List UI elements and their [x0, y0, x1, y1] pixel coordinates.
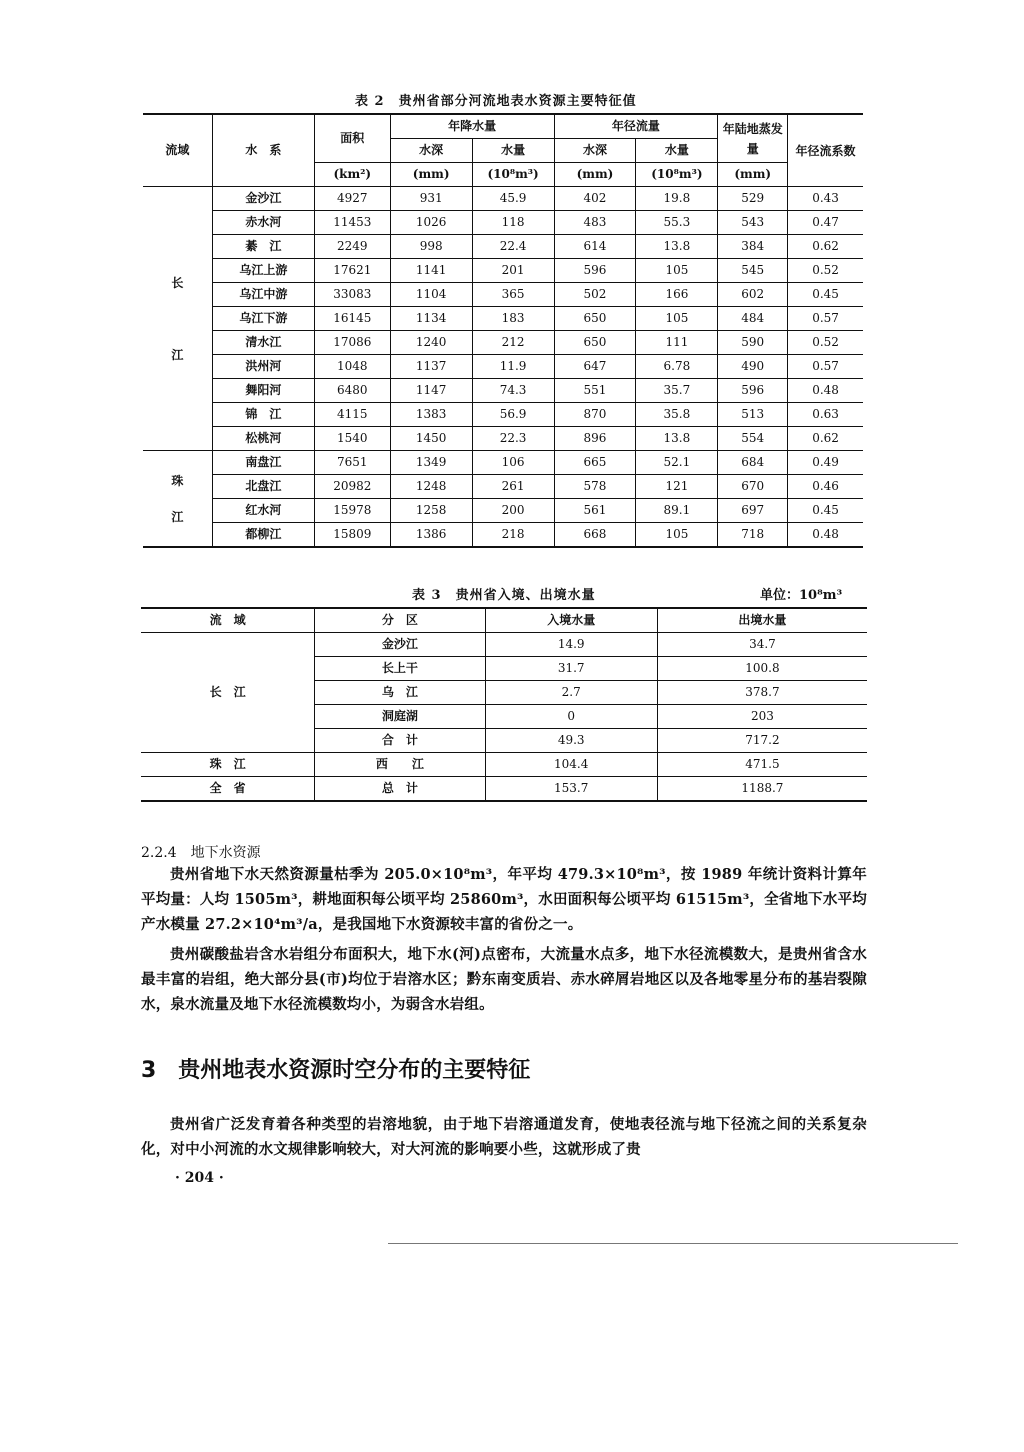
value-cell: 0.45 [788, 499, 863, 523]
value-cell: 105 [636, 259, 718, 283]
header-coef: 年径流系数 [788, 114, 863, 187]
value-cell: 183 [472, 307, 554, 331]
table-row [141, 633, 867, 657]
value-cell: 378.7 [657, 681, 867, 705]
table-row [141, 777, 867, 802]
value-cell: 0.63 [788, 403, 863, 427]
value-cell: 153.7 [485, 777, 657, 802]
river-name-cell: 乌江中游 [212, 283, 314, 307]
table3-unit: 单位：10⁸m³ [760, 588, 843, 603]
basin-cell: 长 江 [143, 187, 212, 451]
value-cell: 1188.7 [657, 777, 867, 802]
table3-caption: 表 3 贵州省入境、出境水量 [412, 588, 596, 603]
zone-cell: 合 计 [315, 729, 485, 753]
value-cell: 697 [718, 499, 788, 523]
value-cell: 4927 [314, 187, 390, 211]
value-cell: 384 [718, 235, 788, 259]
value-cell: 22.3 [472, 427, 554, 451]
basin-cell: 珠 江 [141, 753, 315, 777]
value-cell: 647 [554, 355, 636, 379]
river-name-cell: 金沙江 [212, 187, 314, 211]
value-cell: 0.52 [788, 331, 863, 355]
river-name-cell: 洪州河 [212, 355, 314, 379]
value-cell: 4115 [314, 403, 390, 427]
value-cell: 20982 [314, 475, 390, 499]
header-area-unit: (km²) [314, 163, 390, 187]
value-cell: 218 [472, 523, 554, 548]
value-cell: 45.9 [472, 187, 554, 211]
header-evap: 年陆地蒸发量 [718, 114, 788, 163]
value-cell: 1137 [390, 355, 472, 379]
value-cell: 1147 [390, 379, 472, 403]
value-cell: 0.48 [788, 379, 863, 403]
table3 [141, 607, 867, 802]
value-cell: 650 [554, 331, 636, 355]
zone-cell: 长上干 [315, 657, 485, 681]
value-cell: 105 [636, 307, 718, 331]
table-row [143, 427, 863, 451]
value-cell: 11.9 [472, 355, 554, 379]
value-cell: 1048 [314, 355, 390, 379]
value-cell: 490 [718, 355, 788, 379]
value-cell: 684 [718, 451, 788, 475]
t3-header-outflow: 出境水量 [657, 608, 867, 633]
value-cell: 19.8 [636, 187, 718, 211]
value-cell: 543 [718, 211, 788, 235]
value-cell: 931 [390, 187, 472, 211]
value-cell: 55.3 [636, 211, 718, 235]
value-cell: 111 [636, 331, 718, 355]
value-cell: 0.62 [788, 235, 863, 259]
value-cell: 16145 [314, 307, 390, 331]
river-name-cell: 舞阳河 [212, 379, 314, 403]
basin-cell: 珠 江 [143, 451, 212, 548]
table-row [143, 355, 863, 379]
value-cell: 1383 [390, 403, 472, 427]
value-cell: 614 [554, 235, 636, 259]
value-cell: 1386 [390, 523, 472, 548]
value-cell: 166 [636, 283, 718, 307]
table-row [143, 187, 863, 211]
value-cell: 0.49 [788, 451, 863, 475]
value-cell: 22.4 [472, 235, 554, 259]
table3-body [141, 633, 867, 802]
table-row [143, 307, 863, 331]
value-cell: 13.8 [636, 235, 718, 259]
river-name-cell: 綦 江 [212, 235, 314, 259]
value-cell: 502 [554, 283, 636, 307]
river-name-cell: 乌江下游 [212, 307, 314, 331]
river-name-cell: 清水江 [212, 331, 314, 355]
value-cell: 13.8 [636, 427, 718, 451]
value-cell: 118 [472, 211, 554, 235]
table-row [143, 283, 863, 307]
zone-cell: 乌 江 [315, 681, 485, 705]
value-cell: 15809 [314, 523, 390, 548]
header-area: 面积 [314, 114, 390, 163]
river-name-cell: 锦 江 [212, 403, 314, 427]
value-cell: 554 [718, 427, 788, 451]
value-cell: 203 [657, 705, 867, 729]
value-cell: 89.1 [636, 499, 718, 523]
value-cell: 1349 [390, 451, 472, 475]
value-cell: 106 [472, 451, 554, 475]
river-name-cell: 北盘江 [212, 475, 314, 499]
table-row [143, 523, 863, 548]
value-cell: 670 [718, 475, 788, 499]
value-cell: 100.8 [657, 657, 867, 681]
zone-cell: 洞庭湖 [315, 705, 485, 729]
value-cell: 0.57 [788, 355, 863, 379]
basin-cell: 长 江 [141, 633, 315, 753]
value-cell: 602 [718, 283, 788, 307]
value-cell: 212 [472, 331, 554, 355]
value-cell: 365 [472, 283, 554, 307]
paragraph-groundwater-2: 贵州碳酸盐岩含水岩组分布面积大，地下水(河)点密布，大流量水点多，地下水径流模数大，是贵州省含水最丰富的岩组，绝大部分县(市)均位于岩溶水区；黔东南变质岩、赤水碎屑岩地区以及各地零星分布的基岩裂隙水，泉水流量及地下水径流模数均小，为弱含水岩组。 [141, 946, 867, 1013]
value-cell: 1248 [390, 475, 472, 499]
header-basin: 流域 [143, 114, 212, 187]
river-name-cell: 赤水河 [212, 211, 314, 235]
value-cell: 0 [485, 705, 657, 729]
header-runoff: 年径流量 [554, 114, 718, 139]
value-cell: 35.7 [636, 379, 718, 403]
value-cell: 718 [718, 523, 788, 548]
value-cell: 596 [718, 379, 788, 403]
river-name-cell: 南盘江 [212, 451, 314, 475]
value-cell: 6.78 [636, 355, 718, 379]
value-cell: 0.47 [788, 211, 863, 235]
paragraph-surface-water: 贵州省广泛发育着各种类型的岩溶地貌，由于地下岩溶通道发育，使地表径流与地下径流之间的关系复杂化，对中小河流的水文规律影响较大，对大河流的影响要小些，这就形成了贵 [141, 1116, 867, 1158]
value-cell: 529 [718, 187, 788, 211]
table-row [141, 753, 867, 777]
paragraph-groundwater-1: 贵州省地下水天然资源量枯季为 205.0×10⁸m³，年平均 479.3×10⁸m³，按 1989 年统计资料计算年平均量：人均 1505m³，耕地面积每公顷平均 25860m³，水田面积每公顷平均 61515m³，全省地下水平均产水模量 27.2×10⁴m³/a，是我国地下水资源较丰富的省份之一。 [141, 866, 867, 933]
value-cell: 1540 [314, 427, 390, 451]
value-cell: 650 [554, 307, 636, 331]
value-cell: 31.7 [485, 657, 657, 681]
header-evap-unit: (mm) [718, 163, 788, 187]
zone-cell: 金沙江 [315, 633, 485, 657]
value-cell: 49.3 [485, 729, 657, 753]
value-cell: 484 [718, 307, 788, 331]
header-runoff-volume: 水量 [636, 139, 718, 163]
value-cell: 0.52 [788, 259, 863, 283]
table2-body [143, 187, 863, 548]
basin-cell: 全 省 [141, 777, 315, 802]
header-precip-depth-unit: (mm) [390, 163, 472, 187]
table-row [143, 331, 863, 355]
table-row [143, 403, 863, 427]
value-cell: 200 [472, 499, 554, 523]
value-cell: 33083 [314, 283, 390, 307]
value-cell: 0.46 [788, 475, 863, 499]
value-cell: 0.48 [788, 523, 863, 548]
value-cell: 896 [554, 427, 636, 451]
value-cell: 545 [718, 259, 788, 283]
header-runoff-depth-unit: (mm) [554, 163, 636, 187]
table2 [143, 113, 863, 548]
value-cell: 261 [472, 475, 554, 499]
section-heading-3: 3 贵州地表水资源时空分布的主要特征 [141, 1058, 531, 1083]
value-cell: 717.2 [657, 729, 867, 753]
value-cell: 34.7 [657, 633, 867, 657]
value-cell: 998 [390, 235, 472, 259]
header-precip-depth: 水深 [390, 139, 472, 163]
value-cell: 7651 [314, 451, 390, 475]
value-cell: 665 [554, 451, 636, 475]
value-cell: 596 [554, 259, 636, 283]
value-cell: 513 [718, 403, 788, 427]
t3-header-basin: 流 域 [141, 608, 315, 633]
table-row [143, 499, 863, 523]
table-row [143, 259, 863, 283]
header-precip: 年降水量 [390, 114, 554, 139]
table-row [143, 211, 863, 235]
table2-caption: 表 2 贵州省部分河流地表水资源主要特征值 [355, 94, 637, 109]
value-cell: 1104 [390, 283, 472, 307]
value-cell: 56.9 [472, 403, 554, 427]
zone-cell: 总 计 [315, 777, 485, 802]
value-cell: 52.1 [636, 451, 718, 475]
value-cell: 17086 [314, 331, 390, 355]
value-cell: 35.8 [636, 403, 718, 427]
value-cell: 1141 [390, 259, 472, 283]
value-cell: 2.7 [485, 681, 657, 705]
value-cell: 0.43 [788, 187, 863, 211]
value-cell: 0.45 [788, 283, 863, 307]
value-cell: 483 [554, 211, 636, 235]
value-cell: 471.5 [657, 753, 867, 777]
value-cell: 1026 [390, 211, 472, 235]
value-cell: 6480 [314, 379, 390, 403]
header-system: 水 系 [212, 114, 314, 187]
value-cell: 578 [554, 475, 636, 499]
footer-rule [388, 1243, 958, 1244]
table-row [143, 475, 863, 499]
zone-cell: 西 江 [315, 753, 485, 777]
t3-header-inflow: 入境水量 [485, 608, 657, 633]
value-cell: 1258 [390, 499, 472, 523]
value-cell: 1240 [390, 331, 472, 355]
value-cell: 121 [636, 475, 718, 499]
value-cell: 1450 [390, 427, 472, 451]
value-cell: 1134 [390, 307, 472, 331]
river-name-cell: 都柳江 [212, 523, 314, 548]
t3-header-zone: 分 区 [315, 608, 485, 633]
river-name-cell: 松桃河 [212, 427, 314, 451]
header-runoff-volume-unit: (10⁸m³) [636, 163, 718, 187]
value-cell: 104.4 [485, 753, 657, 777]
value-cell: 668 [554, 523, 636, 548]
value-cell: 201 [472, 259, 554, 283]
header-runoff-depth: 水深 [554, 139, 636, 163]
value-cell: 561 [554, 499, 636, 523]
value-cell: 551 [554, 379, 636, 403]
value-cell: 590 [718, 331, 788, 355]
value-cell: 870 [554, 403, 636, 427]
value-cell: 17621 [314, 259, 390, 283]
river-name-cell: 乌江上游 [212, 259, 314, 283]
page-number: · 204 · [175, 1170, 224, 1186]
value-cell: 2249 [314, 235, 390, 259]
table-row [143, 451, 863, 475]
table-row [143, 379, 863, 403]
table-row [143, 235, 863, 259]
value-cell: 11453 [314, 211, 390, 235]
value-cell: 402 [554, 187, 636, 211]
header-precip-volume-unit: (10⁸m³) [472, 163, 554, 187]
value-cell: 0.57 [788, 307, 863, 331]
value-cell: 14.9 [485, 633, 657, 657]
value-cell: 105 [636, 523, 718, 548]
header-precip-volume: 水量 [472, 139, 554, 163]
value-cell: 15978 [314, 499, 390, 523]
section-heading-2-2-4: 2.2.4 地下水资源 [141, 845, 261, 861]
value-cell: 74.3 [472, 379, 554, 403]
river-name-cell: 红水河 [212, 499, 314, 523]
value-cell: 0.62 [788, 427, 863, 451]
